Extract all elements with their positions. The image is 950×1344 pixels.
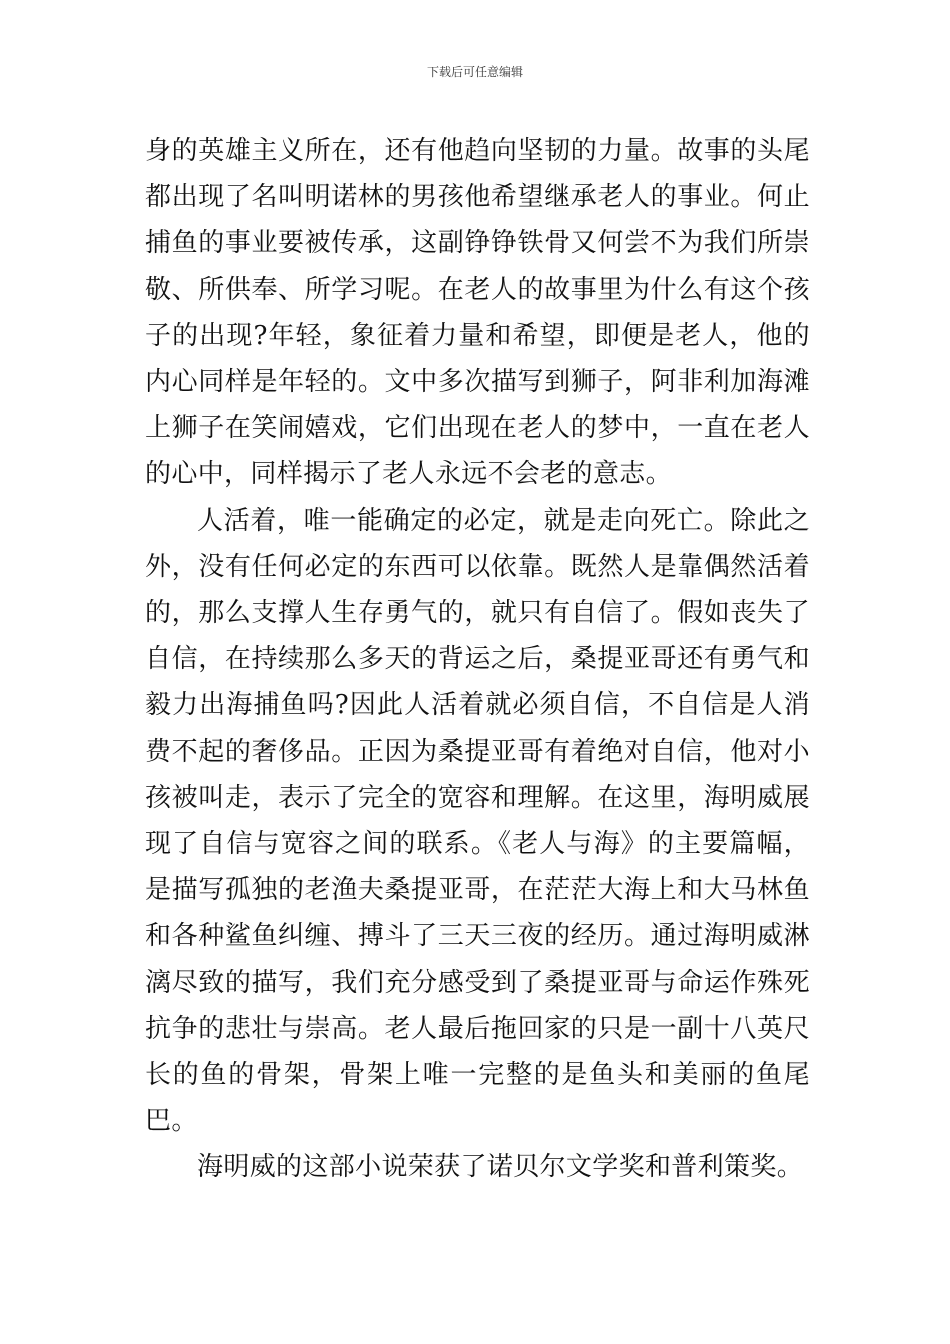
paragraph-1: 身的英雄主义所在，还有他趋向坚韧的力量。故事的头尾都出现了名叫明诺林的男孩他希望继承老人的事业。何止捕鱼的事业要被传承，这副铮铮铁骨又何尝不为我们所崇敬、所供奉、所学习呢。在老人的故事里为什么有这个孩子的出现?年轻，象征着力量和希望，即便是老人，他的内心同样是年轻的。文中多次描写到狮子，阿非利加海滩上狮子在笑闹嬉戏，它们出现在老人的梦中，一直在老人的心中，同样揭示了老人永远不会老的意志。 — [145, 136, 810, 490]
document-body — [145, 128, 810, 1191]
paragraph-3: 海明威的这部小说荣获了诺贝尔文学奖和普利策奖。 — [197, 1152, 804, 1183]
page-header-note: 下载后可任意编辑 — [426, 65, 523, 79]
paragraph-2: 人活着，唯一能确定的必定，就是走向死亡。除此之外，没有任何必定的东西可以依靠。既然人是靠偶然活着的，那么支撑人生存勇气的，就只有自信了。假如丧失了自信，在持续那么多天的背运之后，桑提亚哥还有勇气和毅力出海捕鱼吗?因此人活着就必须自信，不自信是人消费不起的奢侈品。正因为桑提亚哥有着绝对自信，他对小孩被叫走，表示了完全的宽容和理解。在这里，海明威展现了自信与宽容之间的联系。《老人与海》的主要篇幅，是描写孤独的老渔夫桑提亚哥，在茫茫大海上和大马林鱼和各种鲨鱼纠缠、搏斗了三天三夜的经历。通过海明威淋漓尽致的描写，我们充分感受到了桑提亚哥与命运作殊死抗争的悲壮与崇高。老人最后拖回家的只是一副十八英尺长的鱼的骨架，骨架上唯一完整的是鱼头和美丽的鱼尾巴。 — [145, 505, 810, 1137]
